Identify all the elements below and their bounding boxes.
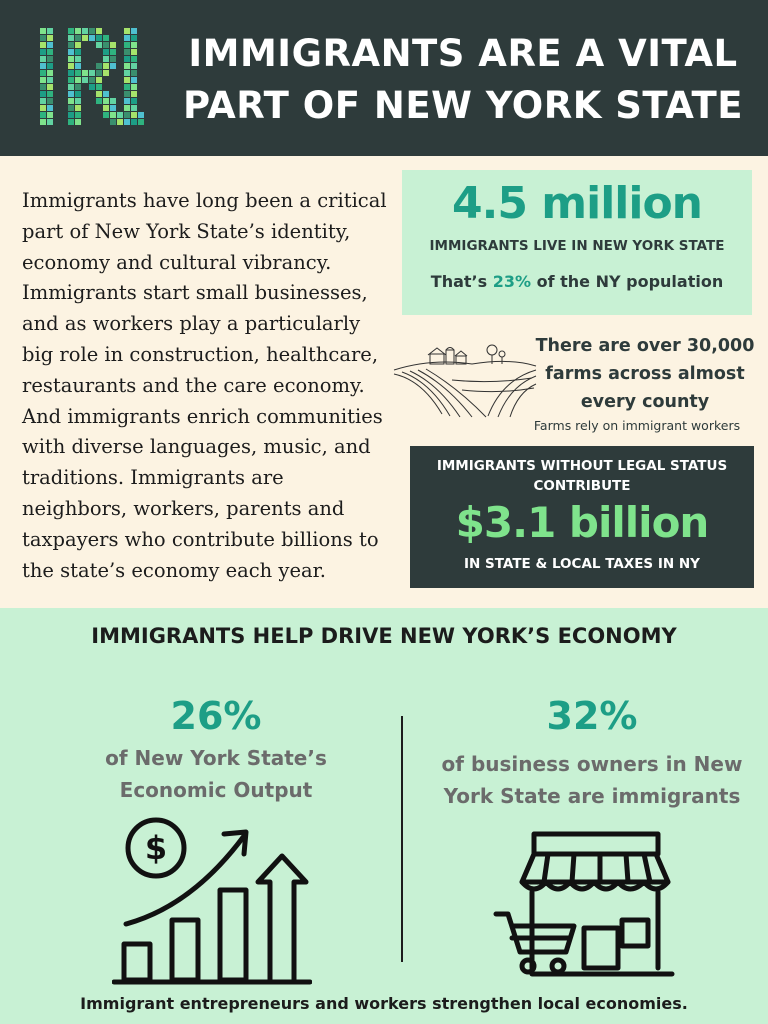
logo-tile (110, 119, 116, 125)
logo-tile (68, 98, 74, 104)
logo-tile (68, 56, 74, 62)
logo-tile (47, 77, 53, 83)
storefront-cart-icon (492, 830, 676, 980)
farms-stat: There are over 30,000 farms across almost every county (535, 336, 755, 412)
logo-tile (131, 84, 137, 90)
logo-tile (75, 56, 81, 62)
logo-tile (103, 63, 109, 69)
logo-tile (96, 42, 102, 48)
logo-tile (40, 77, 46, 83)
iri-logo (40, 28, 154, 128)
logo-tile (47, 42, 53, 48)
logo-tile (110, 63, 116, 69)
logo-tile (124, 70, 130, 76)
logo-tile (40, 119, 46, 125)
logo-tile (131, 70, 137, 76)
logo-tile (68, 63, 74, 69)
economic-output-desc: of New York State’s Economic Output (105, 746, 327, 802)
logo-tile (47, 56, 53, 62)
logo-tile (40, 112, 46, 118)
logo-tile (40, 35, 46, 41)
logo-tile (89, 77, 95, 83)
logo-tile (68, 35, 74, 41)
logo-tile (124, 84, 130, 90)
logo-tile (68, 91, 74, 97)
logo-tile (110, 98, 116, 104)
farms-note: Farms rely on immigrant workers (533, 418, 741, 433)
logo-tile (82, 70, 88, 76)
population-share (402, 272, 752, 291)
logo-tile (40, 70, 46, 76)
logo-tile (47, 98, 53, 104)
logo-tile (110, 56, 116, 62)
logo-tile (131, 63, 137, 69)
economy-title: IMMIGRANTS HELP DRIVE NEW YORK’S ECONOMY (91, 624, 677, 648)
logo-tile (47, 112, 53, 118)
logo-tile (82, 28, 88, 34)
logo-tile (89, 28, 95, 34)
logo-tile (131, 91, 137, 97)
taxes-label: IMMIGRANTS WITHOUT LEGAL STATUS CONTRIBUTE (436, 458, 728, 494)
logo-tile (96, 28, 102, 34)
population-share-percent: 23% (492, 272, 532, 291)
logo-tile (124, 119, 130, 125)
logo-tile (75, 28, 81, 34)
logo-tile (117, 119, 123, 125)
logo-tile (131, 105, 137, 111)
population-share-suffix: of the NY population (531, 272, 724, 291)
logo-tile (131, 98, 137, 104)
logo-tile (96, 98, 102, 104)
logo-tile (75, 84, 81, 90)
logo-tile (103, 105, 109, 111)
logo-tile (103, 42, 109, 48)
logo-tile (131, 119, 137, 125)
logo-tile (68, 84, 74, 90)
svg-text:$: $ (144, 829, 168, 867)
logo-tile (124, 77, 130, 83)
logo-tile (75, 77, 81, 83)
logo-tile (103, 70, 109, 76)
economy-footer: Immigrant entrepreneurs and workers strengthen local economies. (80, 994, 688, 1013)
logo-tile (47, 70, 53, 76)
logo-tile (124, 63, 130, 69)
logo-tile (75, 119, 81, 125)
logo-tile (131, 35, 137, 41)
logo-tile (131, 77, 137, 83)
logo-tile (124, 42, 130, 48)
logo-tile (40, 105, 46, 111)
logo-tile (47, 105, 53, 111)
logo-tile (68, 77, 74, 83)
logo-tile (103, 91, 109, 97)
business-owners-percent: 32% (546, 694, 638, 738)
logo-tile (124, 56, 130, 62)
logo-tile (40, 49, 46, 55)
logo-tile (131, 49, 137, 55)
logo-tile (131, 112, 137, 118)
logo-tile (124, 28, 130, 34)
intro-paragraph: Immigrants have long been a critical part of New York State’s identity, economy and cultural vibrancy. Immigrants start small businesses, and as workers play a particularly big role in construction, healthcare, restaurants and the care economy. And immigrants enrich communities with diverse languages, music, and traditions. Immigrants are neighbors, workers, parents and taxpayers who contribute billions to the state’s economy each year. (22, 189, 387, 582)
logo-tile (75, 35, 81, 41)
logo-tile (117, 112, 123, 118)
logo-tile (89, 35, 95, 41)
logo-tile (40, 98, 46, 104)
logo-tile (40, 56, 46, 62)
logo-tile (82, 77, 88, 83)
logo-tile (47, 119, 53, 125)
logo-tile (68, 49, 74, 55)
page-title: IMMIGRANTS ARE A VITAL PART OF NEW YORK STATE (182, 32, 744, 127)
logo-tile (96, 77, 102, 83)
logo-tile (75, 42, 81, 48)
logo-tile (40, 63, 46, 69)
logo-tile (47, 63, 53, 69)
logo-tile (47, 84, 53, 90)
logo-tile (110, 112, 116, 118)
logo-tile (89, 84, 95, 90)
population-label: IMMIGRANTS LIVE IN NEW YORK STATE (429, 238, 725, 254)
logo-tile (40, 28, 46, 34)
logo-tile (68, 105, 74, 111)
logo-tile (138, 119, 144, 125)
economic-output-percent: 26% (170, 694, 262, 738)
logo-tile (131, 28, 137, 34)
logo-tile (96, 35, 102, 41)
logo-tile (82, 35, 88, 41)
logo-tile (40, 84, 46, 90)
logo-tile (68, 70, 74, 76)
logo-tile (124, 49, 130, 55)
logo-tile (40, 91, 46, 97)
logo-tile (103, 112, 109, 118)
logo-tile (75, 105, 81, 111)
logo-tile (138, 112, 144, 118)
business-owners-desc: of business owners in New York State are immigrants (441, 752, 743, 808)
logo-tile (110, 49, 116, 55)
logo-tile (75, 91, 81, 97)
logo-tile (131, 56, 137, 62)
logo-tile (68, 112, 74, 118)
logo-tile (75, 112, 81, 118)
logo-tile (131, 42, 137, 48)
logo-tile (124, 112, 130, 118)
logo-tile (124, 91, 130, 97)
logo-tile (103, 56, 109, 62)
logo-tile (68, 42, 74, 48)
farm-landscape-icon (392, 340, 538, 418)
population-share-prefix: That’s (430, 272, 493, 291)
logo-tile (47, 35, 53, 41)
logo-tile (124, 105, 130, 111)
taxes-sub: IN STATE & LOCAL TAXES IN NY (464, 556, 700, 572)
logo-tile (75, 63, 81, 69)
population-value: 4.5 million (452, 178, 702, 229)
logo-tile (89, 70, 95, 76)
logo-tile (96, 91, 102, 97)
logo-tile (110, 42, 116, 48)
logo-tile (103, 49, 109, 55)
logo-tile (124, 35, 130, 41)
logo-tile (96, 84, 102, 90)
logo-tile (47, 28, 53, 34)
logo-tile (75, 49, 81, 55)
logo-tile (110, 105, 116, 111)
logo-tile (75, 98, 81, 104)
logo-tile (40, 42, 46, 48)
logo-tile (96, 63, 102, 69)
logo-tile (47, 49, 53, 55)
logo-tile (96, 70, 102, 76)
logo-tile (68, 119, 74, 125)
column-divider (401, 716, 403, 962)
logo-tile (47, 91, 53, 97)
logo-tile (68, 28, 74, 34)
taxes-value: $3.1 billion (455, 498, 709, 547)
logo-tile (103, 35, 109, 41)
logo-tile (103, 98, 109, 104)
logo-tile (75, 70, 81, 76)
logo-tile (124, 98, 130, 104)
growth-chart-dollar-icon (112, 816, 312, 986)
